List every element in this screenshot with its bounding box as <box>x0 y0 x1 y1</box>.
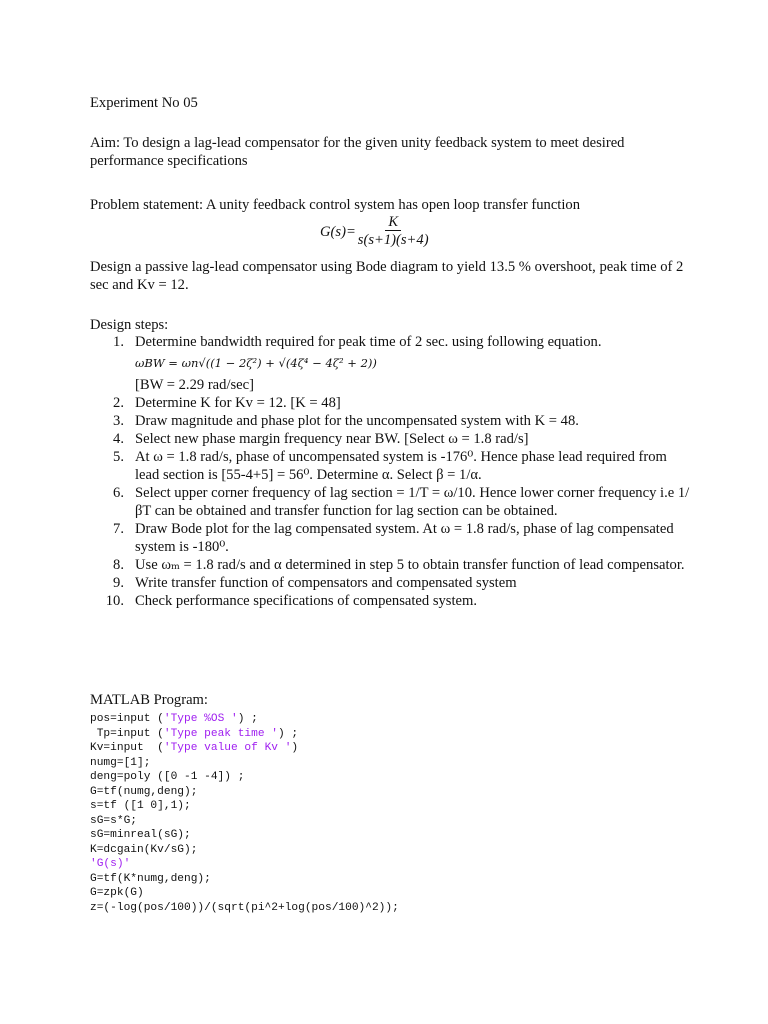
step-text: At ω = 1.8 rad/s, phase of uncompensated system is -176⁰. Hence phase lead required from lead section is [55-4+5] = 56⁰. Determine α. Select β = 1/α. <box>135 449 667 483</box>
list-item <box>90 333 690 394</box>
code-line: s=tf ([1 0],1); <box>90 800 191 812</box>
open-loop-transfer-function <box>320 214 429 249</box>
design-requirement: Design a passive lag-lead compensator using Bode diagram to yield 13.5 % overshoot, peak time of 2 sec and Kv = 12. <box>90 259 684 293</box>
design-steps-heading: Design steps: <box>90 317 169 333</box>
list-item <box>90 448 690 484</box>
step-text: Write transfer function of compensators and compensated system <box>135 575 517 591</box>
matlab-heading: MATLAB Program: <box>90 692 208 708</box>
code-line: sG=minreal(sG); <box>90 829 191 841</box>
step-number: 3. <box>113 413 124 429</box>
code-text: Tp=input ( <box>90 727 164 740</box>
step-number: 6. <box>113 485 124 501</box>
code-line: G=tf(numg,deng); <box>90 785 198 798</box>
code-text: Kv=input ( <box>90 742 164 754</box>
step-text: Check performance specifications of compensated system. <box>135 593 478 609</box>
aim-paragraph: Aim: To design a lag-lead compensator for the given unity feedback system to meet desired performance specifications <box>90 135 625 169</box>
step-text: Use ωₘ = 1.8 rad/s and α determined in step 5 to obtain transfer function of lead compensator. <box>135 557 685 573</box>
bandwidth-equation <box>135 354 690 376</box>
code-line: G=tf(K*numg,deng); <box>90 872 211 885</box>
design-steps-list <box>90 333 690 610</box>
list-item <box>90 574 690 592</box>
step-text: Determine bandwidth required for peak time of 2 sec. using following equation. <box>135 334 602 350</box>
bandwidth-result: [BW = 2.29 rad/sec] <box>135 377 255 393</box>
code-text: ) ; <box>237 713 258 725</box>
step-text: Draw magnitude and phase plot for the uncompensated system with K = 48. <box>135 413 579 429</box>
problem-statement: Problem statement: A unity feedback control system has open loop transfer function <box>90 197 580 213</box>
bandwidth-equation-text: ωBW = ωn√((1 − 2ζ²) + √(4ζ⁴ − 4ζ² + 2)) <box>135 356 377 370</box>
code-line: sG=s*G; <box>90 814 137 827</box>
code-line: K=dcgain(Kv/sG); <box>90 843 198 856</box>
list-item <box>90 430 690 448</box>
step-number: 7. <box>113 521 124 537</box>
step-number: 1. <box>113 334 124 350</box>
code-text: ) <box>291 742 299 754</box>
code-line <box>90 712 399 727</box>
step-text: Select upper corner frequency of lag section = 1/T = ω/10. Hence lower corner frequency i.e 1/βT can be obtained and transfer function for lag section can be obtained. <box>135 485 690 519</box>
step-text: Select new phase margin frequency near BW. [Select ω = 1.8 rad/s] <box>135 431 529 447</box>
transfer-function-lhs: G(s)= <box>320 223 356 240</box>
code-text: pos=input ( <box>90 713 164 725</box>
list-item <box>90 556 690 574</box>
code-line: numg=[1]; <box>90 756 151 769</box>
code-line <box>90 857 399 872</box>
code-line: deng=poly ([0 -1 -4]) ; <box>90 771 245 783</box>
transfer-function-fraction <box>358 214 429 249</box>
transfer-function-numerator: K <box>385 214 401 231</box>
code-line: G=zpk(G) <box>90 887 144 899</box>
code-line <box>90 741 399 756</box>
transfer-function-denominator: s(s+1)(s+4) <box>357 232 429 248</box>
list-item <box>90 394 690 412</box>
step-number: 2. <box>113 395 124 411</box>
code-line: z=(-log(pos/100))/(sqrt(pi^2+log(pos/100)^2)); <box>90 901 399 914</box>
step-number: 10. <box>105 593 124 609</box>
list-item <box>90 484 690 520</box>
code-text: ) ; <box>278 727 299 740</box>
matlab-code-block <box>90 712 399 915</box>
code-string: 'G(s)' <box>90 858 131 870</box>
step-number: 5. <box>113 449 124 465</box>
step-number: 8. <box>113 557 124 573</box>
code-string: 'Type value of Kv ' <box>163 742 292 754</box>
step-number: 9. <box>113 575 124 591</box>
list-item <box>90 412 690 430</box>
code-string: 'Type %OS ' <box>163 713 238 725</box>
step-text: Determine K for Kv = 12. [K = 48] <box>135 395 341 411</box>
experiment-title: Experiment No 05 <box>90 95 198 111</box>
step-text: Draw Bode plot for the lag compensated system. At ω = 1.8 rad/s, phase of lag compensated system is -180⁰. <box>135 521 674 555</box>
step-number: 4. <box>113 431 124 447</box>
code-line <box>90 727 399 742</box>
list-item <box>90 592 690 610</box>
list-item <box>90 520 690 556</box>
code-string: 'Type peak time ' <box>163 727 278 740</box>
